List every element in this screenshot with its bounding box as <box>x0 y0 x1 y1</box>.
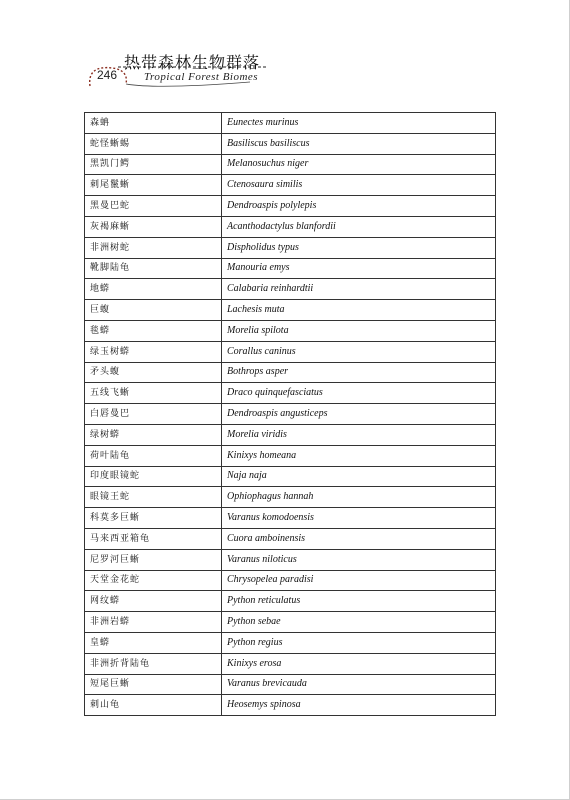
scientific-name-cell: Naja naja <box>222 466 496 487</box>
page-header <box>0 0 570 95</box>
table-row <box>85 341 496 362</box>
scientific-name-cell: Basiliscus basiliscus <box>222 133 496 154</box>
book-title: 热带森林生物群落 <box>124 53 261 72</box>
scientific-name-cell: Morelia viridis <box>222 424 496 445</box>
scientific-name-cell: Ctenosaura similis <box>222 175 496 196</box>
scientific-name-cell: Chrysopelea paradisi <box>222 570 496 591</box>
table-row <box>85 154 496 175</box>
table-row <box>85 216 496 237</box>
scientific-name-cell: Draco quinquefasciatus <box>222 383 496 404</box>
table-row <box>85 549 496 570</box>
scientific-name-cell: Dendroaspis angusticeps <box>222 404 496 425</box>
chinese-name-cell: 刺尾鬣蜥 <box>85 175 222 196</box>
chinese-name-cell: 荷叶陆龟 <box>85 445 222 466</box>
table-row <box>85 424 496 445</box>
chinese-name-cell: 森蚺 <box>85 113 222 134</box>
scientific-name-cell: Cuora amboinensis <box>222 528 496 549</box>
chinese-name-cell: 尼罗河巨蜥 <box>85 549 222 570</box>
scientific-name-cell: Bothrops asper <box>222 362 496 383</box>
table-row <box>85 300 496 321</box>
table-row <box>85 466 496 487</box>
table-row <box>85 570 496 591</box>
table-row <box>85 487 496 508</box>
chinese-name-cell: 非洲岩蟒 <box>85 612 222 633</box>
table-row <box>85 383 496 404</box>
chinese-name-cell: 皇蟒 <box>85 632 222 653</box>
chinese-name-cell: 眼镜王蛇 <box>85 487 222 508</box>
chinese-name-cell: 巨蝮 <box>85 300 222 321</box>
chinese-name-cell: 网纹蟒 <box>85 591 222 612</box>
chinese-name-cell: 印度眼镜蛇 <box>85 466 222 487</box>
chinese-name-cell: 蛇怪蜥蜴 <box>85 133 222 154</box>
table-row <box>85 612 496 633</box>
chinese-name-cell: 黑凯门鳄 <box>85 154 222 175</box>
chinese-name-cell: 绿玉树蟒 <box>85 341 222 362</box>
table-row <box>85 404 496 425</box>
scientific-name-cell: Acanthodactylus blanfordii <box>222 216 496 237</box>
table-row <box>85 674 496 695</box>
table-row <box>85 320 496 341</box>
chinese-name-cell: 非洲折背陆龟 <box>85 653 222 674</box>
table-row <box>85 258 496 279</box>
scientific-name-cell: Varanus komodoensis <box>222 508 496 529</box>
scientific-name-cell: Python sebae <box>222 612 496 633</box>
chinese-name-cell: 绿树蟒 <box>85 424 222 445</box>
header-ornament <box>0 0 570 95</box>
table-row <box>85 445 496 466</box>
scientific-name-cell: Eunectes murinus <box>222 113 496 134</box>
table-row <box>85 591 496 612</box>
chinese-name-cell: 刺山龟 <box>85 695 222 716</box>
species-table-body <box>85 113 496 716</box>
table-row <box>85 362 496 383</box>
scientific-name-cell: Heosemys spinosa <box>222 695 496 716</box>
chinese-name-cell: 科莫多巨蜥 <box>85 508 222 529</box>
chinese-name-cell: 靴脚陆龟 <box>85 258 222 279</box>
table-row <box>85 508 496 529</box>
scientific-name-cell: Varanus brevicauda <box>222 674 496 695</box>
table-row <box>85 695 496 716</box>
table-row <box>85 133 496 154</box>
chinese-name-cell: 矛头蝮 <box>85 362 222 383</box>
scientific-name-cell: Dispholidus typus <box>222 237 496 258</box>
chinese-name-cell: 白唇曼巴 <box>85 404 222 425</box>
species-table <box>84 112 496 716</box>
table-row <box>85 528 496 549</box>
scientific-name-cell: Manouria emys <box>222 258 496 279</box>
scientific-name-cell: Varanus niloticus <box>222 549 496 570</box>
table-row <box>85 279 496 300</box>
scientific-name-cell: Python reticulatus <box>222 591 496 612</box>
scientific-name-cell: Melanosuchus niger <box>222 154 496 175</box>
scientific-name-cell: Ophiophagus hannah <box>222 487 496 508</box>
scientific-name-cell: Dendroaspis polylepis <box>222 196 496 217</box>
chinese-name-cell: 非洲树蛇 <box>85 237 222 258</box>
table-row <box>85 175 496 196</box>
chinese-name-cell: 灰褐麻蜥 <box>85 216 222 237</box>
scientific-name-cell: Morelia spilota <box>222 320 496 341</box>
chinese-name-cell: 马来西亚箱龟 <box>85 528 222 549</box>
page-number: 246 <box>97 68 118 82</box>
table-row <box>85 196 496 217</box>
chinese-name-cell: 五线飞蜥 <box>85 383 222 404</box>
chinese-name-cell: 黑曼巴蛇 <box>85 196 222 217</box>
chinese-name-cell: 短尾巨蜥 <box>85 674 222 695</box>
book-subtitle: Tropical Forest Biomes <box>144 71 259 83</box>
table-row <box>85 113 496 134</box>
table-row <box>85 632 496 653</box>
chinese-name-cell: 天堂金花蛇 <box>85 570 222 591</box>
scientific-name-cell: Python regius <box>222 632 496 653</box>
scientific-name-cell: Lachesis muta <box>222 300 496 321</box>
scientific-name-cell: Calabaria reinhardtii <box>222 279 496 300</box>
table-row <box>85 237 496 258</box>
scientific-name-cell: Kinixys homeana <box>222 445 496 466</box>
scientific-name-cell: Kinixys erosa <box>222 653 496 674</box>
chinese-name-cell: 地蟒 <box>85 279 222 300</box>
table-row <box>85 653 496 674</box>
chinese-name-cell: 毯蟒 <box>85 320 222 341</box>
scientific-name-cell: Corallus caninus <box>222 341 496 362</box>
